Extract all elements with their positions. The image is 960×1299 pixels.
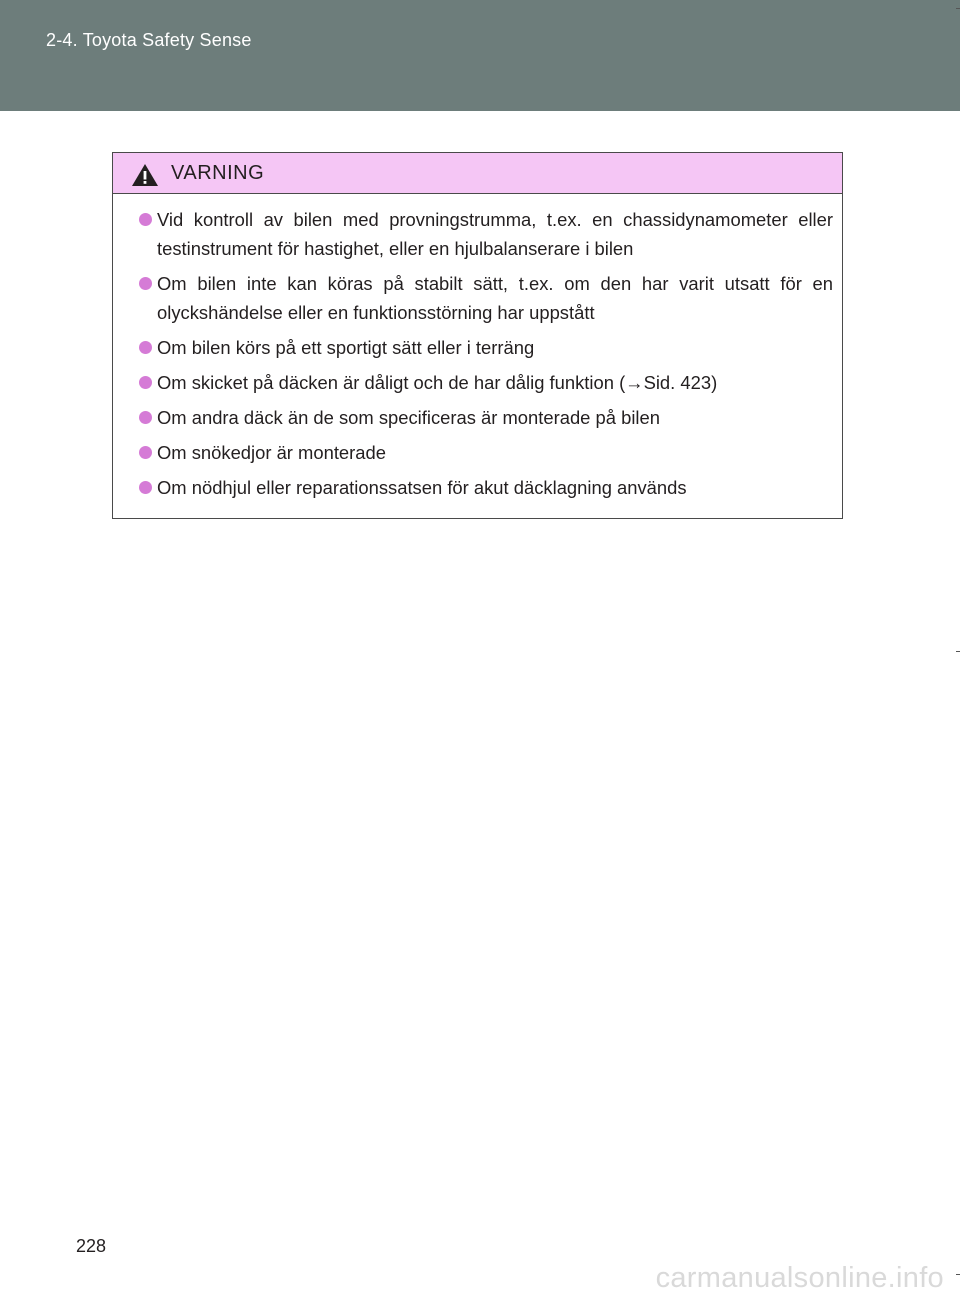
list-item xyxy=(113,205,842,263)
crop-mark xyxy=(956,8,960,9)
crop-mark xyxy=(956,1274,960,1275)
list-item-text: Vid kontroll av bilen med provningstrumma, t.ex. en chassidynamometer eller testinstrument för hastighet, eller en hjulbalanserare i bilen xyxy=(157,209,833,259)
bullet-icon xyxy=(139,481,152,494)
list-item-text: Om bilen inte kan köras på stabilt sätt, t.ex. om den har varit utsatt för en olyckshändelse eller en funktionsstörning har uppstått xyxy=(157,273,833,323)
warning-list xyxy=(113,205,842,508)
warning-title: VARNING xyxy=(171,162,265,184)
list-item xyxy=(113,438,842,467)
page-number: 228 xyxy=(76,1236,107,1256)
bullet-icon xyxy=(139,277,152,290)
watermark: carmanualsonline.info xyxy=(655,1262,944,1294)
list-item-text: Om snökedjor är monterade xyxy=(157,442,386,463)
list-item-text: Om nödhjul eller reparationssatsen för akut däcklagning används xyxy=(157,477,687,498)
bullet-icon xyxy=(139,341,152,354)
list-item-text: Om skicket på däcken är dåligt och de har dålig funktion (→Sid. 423) xyxy=(157,372,718,393)
list-item xyxy=(113,333,842,362)
warning-box xyxy=(112,152,843,519)
bullet-icon xyxy=(139,446,152,459)
list-item xyxy=(113,473,842,502)
list-item-text: Om bilen körs på ett sportigt sätt eller i terräng xyxy=(157,337,535,358)
bullet-icon xyxy=(139,411,152,424)
crop-mark xyxy=(956,651,960,652)
list-item xyxy=(113,403,842,432)
bullet-icon xyxy=(139,213,152,226)
page-header xyxy=(0,0,960,111)
list-item xyxy=(113,269,842,327)
warning-triangle-icon xyxy=(131,163,159,187)
list-item-text: Om andra däck än de som specificeras är monterade på bilen xyxy=(157,407,660,428)
list-item xyxy=(113,368,842,397)
section-title: 2-4. Toyota Safety Sense xyxy=(46,30,252,50)
bullet-icon xyxy=(139,376,152,389)
warning-header xyxy=(113,153,842,194)
